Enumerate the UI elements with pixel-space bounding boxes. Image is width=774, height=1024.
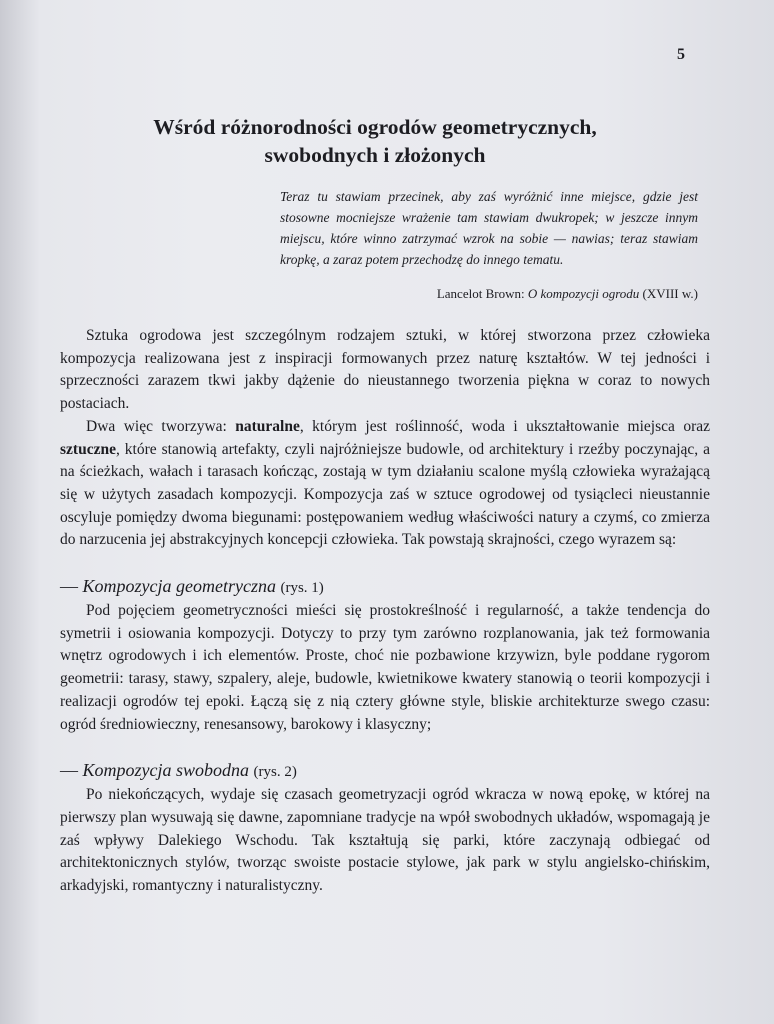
heading-dash: — [60,760,78,781]
page-number: 5 [677,46,685,63]
term-artificial: sztuczne [60,440,116,458]
paragraph-materials-part: , którym jest roślinność, woda i ukształtowanie miejsca oraz [299,417,710,435]
paragraph-free: Po niekończących, wydaje się czasach geometryzacji ogród wkracza w nową epokę, w której na pierwszy plan wysuwają się dawne, zapomniane tradycje na wpół swobodnych układów, wspomagają je zaś wpływy Dalekiego Wschodu. Tak kształtują się parki, które zaczynają odbiegać od architektonicznych stylów, tworząc swoiste postacie stylowe, jak park w stylu angielsko-chińskim, arkadyjski, romantyczny i naturalistyczny. [60,786,710,895]
figure-reference: (rys. 1) [280,580,324,597]
chapter-title-line-2: swobodnych i złożonych [264,143,486,167]
paragraph-materials [60,416,710,552]
section-heading-geometric [60,574,710,600]
epigraph-author: Lancelot Brown: [436,286,525,301]
epigraph-source [437,286,698,302]
heading-name: Kompozycja geometryczna [82,576,276,597]
epigraph-date: (XVIII w.) [642,286,698,301]
section-heading-free [60,758,710,784]
heading-name: Kompozycja swobodna [82,760,249,781]
epigraph-work: O kompozycji ogrodu [527,286,640,301]
paragraph-materials-part: , które stanowią artefakty, czyli najróżniejsze budowle, od architektury i rzeźby poczynając, a na ścieżkach, wałach i tarasach kończąc, zostają w tym działaniu scalone myślą człowieka wyrażającą się w użytych zasadach kompozycji. Kompozycja zaś w sztuce ogrodowej od tysiącleci nieustannie oscyluje pomiędzy dwoma biegunami: postępowaniem według właściwości natury a czymś, co zmierza do narzucenia jej abstrakcyjnych koncepcji człowieka. Tak powstają skrajności, czego wyrazem są: [60,440,710,549]
paragraph-geometric: Pod pojęciem geometryczności mieści się prostokreślność i regularność, a także tendencja do symetrii i osiowania kompozycji. Dotyczy to przy tym zarówno rozplanowania, jak też formowania wnętrz ogrodowych i ich elementów. Proste, choć nie pozbawione krzywizn, byle poddane rygorom geometrii: tarasy, stawy, szpalery, aleje, budowle, kwietnikowe kwatery stanowią o teorii kompozycji i realizacji ogrodów tej epoki. Łączą się z nią cztery główne style, bliskie architekturze swego czasu: ogród średniowieczny, renesansowy, barokowy i klasyczny; [60,602,710,733]
chapter-title-line-1: Wśród różnorodności ogrodów geometrycznych, [153,115,597,139]
term-natural: naturalne [235,417,300,435]
epigraph-text: Teraz tu stawiam przecinek, aby zaś wyróżnić inne miejsce, gdzie jest stosowne mocniejsze wrażenie tam stawiam dwukropek; w jeszcze innym miejscu, które winno zatrzymać wzrok na sobie — nawias; teraz stawiam kropkę, a zaraz potem przechodzę do innego tematu. [280,189,698,267]
paragraph-intro: Sztuka ogrodowa jest szczególnym rodzajem sztuki, w której stworzona przez człowieka kompozycja realizowana jest z inspiracji formowanych przez naturę kształtów. W tej jedności i sprzeczności zarazem tkwi jakby dążenie do nieustannego tworzenia piękna w coraz to nowych postaciach. [60,327,710,413]
heading-dash: — [60,576,78,597]
main-text [60,325,710,898]
paragraph-materials-part: Dwa więc tworzywa: [86,417,236,435]
chapter-title [60,113,690,169]
figure-reference: (rys. 2) [253,764,297,781]
